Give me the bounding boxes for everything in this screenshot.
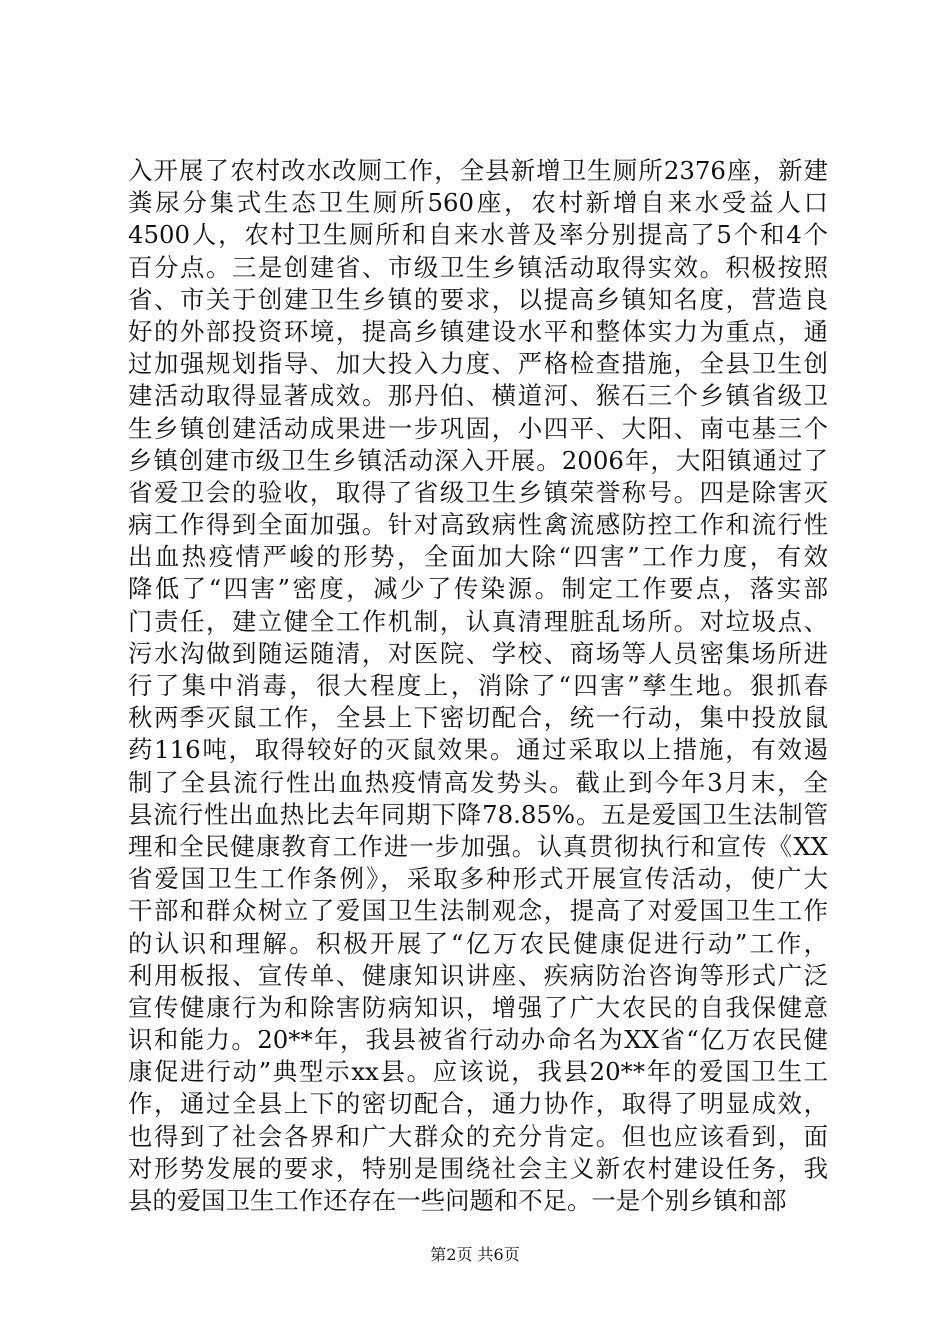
page-footer: 第2页 共6页 [430,1245,520,1264]
text-line: 也得到了社会各界和广大群众的充分肯定。但也应该看到，面 [128,1121,828,1151]
text-line: 药116吨，取得较好的灭鼠效果。通过采取以上措施，有效遏 [128,735,828,765]
text-line: 出血热疫情严峻的形势，全面加大除“四害”工作力度，有效 [128,542,828,572]
text-line: 省爱国卫生工作条例》，采取多种形式开展宣传活动，使广大 [128,864,828,894]
text-line: 秋两季灭鼠工作，全县上下密切配合，统一行动，集中投放鼠 [128,703,828,733]
text-line: 康促进行动”典型示xx县。应该说，我县20**年的爱国卫生工 [128,1057,828,1087]
text-line: 宣传健康行为和除害防病知识，增强了广大农民的自我保健意 [128,992,828,1022]
text-line: 污水沟做到随运随清，对医院、学校、商场等人员密集场所进 [128,638,828,668]
text-line: 4500人，农村卫生厕所和自来水普及率分别提高了5个和4个 [128,220,828,250]
text-line: 利用板报、宣传单、健康知识讲座、疾病防治咨询等形式广泛 [128,960,828,990]
text-line: 粪尿分集式生态卫生厕所560座，农村新增自来水受益人口 [128,188,828,218]
text-line: 门责任，建立健全工作机制，认真清理脏乱场所。对垃圾点、 [128,606,828,636]
text-line: 降低了“四害”密度，减少了传染源。制定工作要点，落实部 [128,574,828,604]
text-line: 干部和群众树立了爱国卫生法制观念，提高了对爱国卫生工作 [128,896,828,926]
text-line: 理和全民健康教育工作进一步加强。认真贯彻执行和宣传《XX [128,831,828,861]
text-line: 过加强规划指导、加大投入力度、严格检查措施，全县卫生创 [128,349,828,379]
text-line: 省、市关于创建卫生乡镇的要求，以提高乡镇知名度，营造良 [128,284,828,314]
text-line: 百分点。三是创建省、市级卫生乡镇活动取得实效。积极按照 [128,252,828,282]
text-line: 的认识和理解。积极开展了“亿万农民健康促进行动”工作， [128,928,828,958]
text-line: 省爱卫会的验收，取得了省级卫生乡镇荣誉称号。四是除害灭 [128,477,828,507]
text-line: 病工作得到全面加强。针对高致病性禽流感防控工作和流行性 [128,510,828,540]
text-line: 入开展了农村改水改厕工作，全县新增卫生厕所2376座，新建 [128,156,828,185]
text-line: 制了全县流行性出血热疫情高发势头。截止到今年3月末，全 [128,767,828,797]
text-line: 行了集中消毒，很大程度上，消除了“四害”孳生地。狠抓春 [128,671,828,700]
text-line: 县的爱国卫生工作还存在一些问题和不足。一是个别乡镇和部 [128,1186,787,1215]
text-line: 建活动取得显著成效。那丹伯、横道河、猴石三个乡镇省级卫 [128,381,828,411]
text-line: 识和能力。20**年，我县被省行动办命名为XX省“亿万农民健 [128,1025,828,1055]
body-paragraph [128,155,828,1217]
text-line: 作，通过全县上下的密切配合，通力协作，取得了明显成效， [128,1089,828,1119]
text-line: 好的外部投资环境，提高乡镇建设水平和整体实力为重点，通 [128,316,828,346]
text-line: 对形势发展的要求，特别是围绕社会主义新农村建设任务，我 [128,1153,828,1183]
text-line: 县流行性出血热比去年同期下降78.85%。五是爱国卫生法制管 [128,799,828,829]
text-line: 生乡镇创建活动成果进一步巩固，小四平、大阳、南屯基三个 [128,413,828,443]
text-line: 乡镇创建市级卫生乡镇活动深入开展。2006年，大阳镇通过了 [128,445,828,475]
